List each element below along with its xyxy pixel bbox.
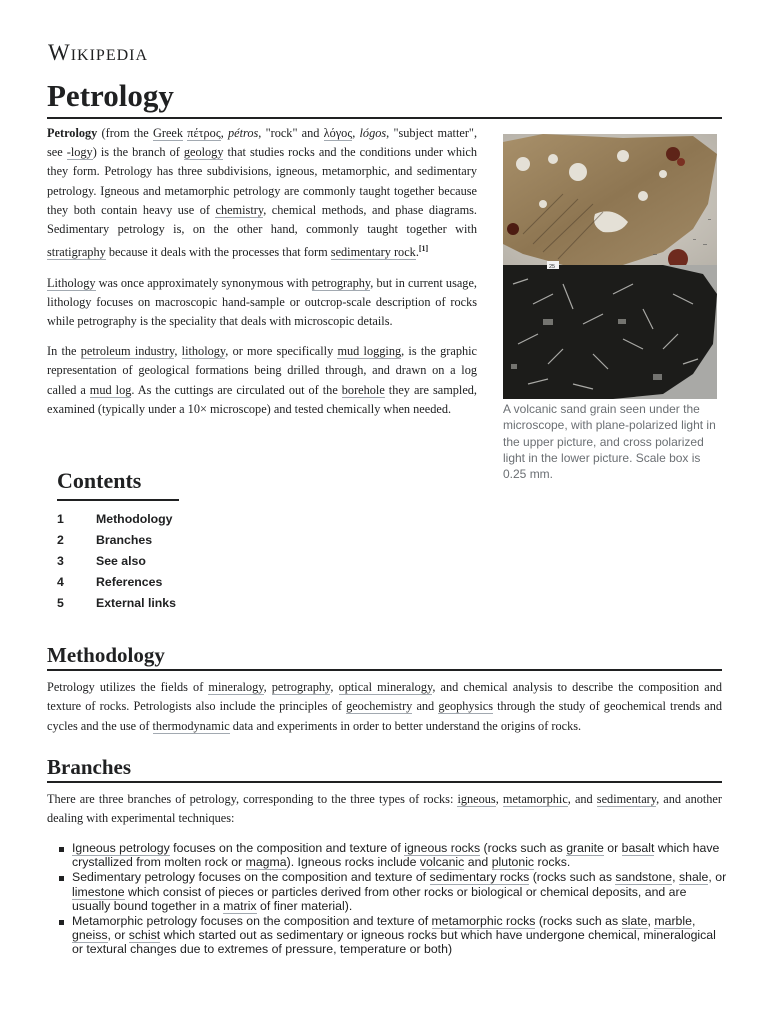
link-basalt[interactable]: basalt <box>621 841 655 855</box>
heading-branches: Branches <box>47 755 131 779</box>
link-petroleum-industry[interactable]: petroleum industry <box>80 344 175 359</box>
title-divider <box>47 117 722 119</box>
link-igneous[interactable]: igneous <box>457 792 496 806</box>
link-geophysics[interactable]: geophysics <box>438 699 493 714</box>
link-chemistry[interactable]: chemistry <box>215 202 264 217</box>
link-lithology-2[interactable]: lithology <box>181 344 226 359</box>
link-matrix[interactable]: matrix <box>223 898 257 913</box>
link-greek[interactable]: Greek <box>152 126 184 140</box>
toc-divider <box>57 499 179 501</box>
link-slate[interactable]: slate <box>621 914 648 929</box>
link-optical-mineralogy[interactable]: optical mineralogy <box>338 680 433 694</box>
link-igneous-rocks[interactable]: igneous rocks <box>404 841 481 855</box>
link-mud-log[interactable]: mud log <box>89 382 132 397</box>
link-thermodynamic[interactable]: thermodynamic <box>152 718 230 733</box>
branches-divider <box>47 781 722 783</box>
lead-paragraph-2: Lithology was once approximately synonymous with petrography, but in current usage, lithology focuses on macroscopic hand-sample or outcrop-scale description of rocks while petrography is the speciality that deals with microscopic details. <box>47 275 477 328</box>
link-igneous-petrology[interactable]: Igneous petrology <box>72 841 170 855</box>
link-stratigraphy[interactable]: stratigraphy <box>47 245 106 260</box>
branches-intro: There are three branches of petrology, corresponding to the three types of rocks: igneous, metamorphic, and sedimentary, and another dealing with experimental techniques: <box>47 792 722 826</box>
link-sandstone[interactable]: sandstone <box>615 870 673 885</box>
wikipedia-wordmark[interactable]: Wikipedia <box>48 40 149 65</box>
link-petrography[interactable]: petrography <box>311 275 371 290</box>
table-of-contents <box>57 468 179 614</box>
lead-section <box>47 124 477 430</box>
toc-item-methodology[interactable]: 1 Methodology <box>57 512 173 526</box>
link-gneiss[interactable]: gneiss <box>72 928 108 943</box>
lead-paragraph-3: In the petroleum industry, lithology, or more specifically mud logging, is the graphic representation of geological formations being drilled through, and drawn on a log called a mud log. As the cuttings are circulated out of the borehole they are sampled, examined (typically under a 10× microscope) and tested chemically when needed. <box>47 344 477 416</box>
lead-paragraph-1: Petrology (from the Greek πέτρος, pétros, "rock" and λόγος, lógos, "subject matter", see -logy) is the branch of geology that studies rocks and the conditions under which they form. Petrology has three subdivisions, igneous, metamorphic, and sedimentary petrology. Igneous and metamorphic petrology are commonly taught together because they both contain heavy use of chemistry, chemical methods, and phase diagrams. Sedimentary petrology is, on the other hand, commonly taught together with stratigraphy because it deals with the processes that form sedimentary rock.[1] <box>47 126 478 260</box>
link-metamorphic-rocks[interactable]: metamorphic rocks <box>431 914 536 929</box>
scale-box-label: 25 <box>549 264 556 270</box>
toc-item-external-links[interactable]: 5 External links <box>57 596 176 610</box>
link-logos[interactable]: λόγος <box>323 126 353 140</box>
list-item-metamorphic-petrology: Metamorphic petrology focuses on the composition and texture of metamorphic rocks (rocks such as slate, marble, gneiss, or schist which started out as sedimentary or igneous rocks but which have undergone chemical, mineralogical or textural changes due to extremes of pressure, temperature or both) <box>58 914 728 957</box>
link-sedimentary-rocks[interactable]: sedimentary rocks <box>429 870 530 885</box>
link-geology[interactable]: geology <box>183 145 224 160</box>
figure-caption: A volcanic sand grain seen under the microscope, with plane-polarized light in the upper picture, and cross polarized light in the lower picture. Scale box is 0.25 mm. <box>503 402 716 482</box>
list-item-igneous-petrology: Igneous petrology focuses on the composition and texture of igneous rocks (rocks such as granite or basalt which have crystallized from molten rock or magma). Igneous rocks include volcanic and plutonic rocks. <box>58 841 728 869</box>
link-petrography-2[interactable]: petrography <box>271 680 331 694</box>
link-petros[interactable]: πέτρος <box>187 126 221 140</box>
link-schist[interactable]: schist <box>128 928 161 943</box>
methodology-divider <box>47 669 722 671</box>
page-title: Petrology <box>47 78 174 113</box>
link-granite[interactable]: granite <box>566 841 604 855</box>
link-mud-logging[interactable]: mud logging <box>337 344 402 359</box>
toc-item-branches[interactable]: 2 Branches <box>57 533 153 547</box>
link-magma[interactable]: magma <box>245 855 287 870</box>
toc-heading: Contents <box>57 468 142 493</box>
sand-grain-micrograph[interactable] <box>503 134 717 399</box>
list-item-sedimentary-petrology: Sedimentary petrology focuses on the composition and texture of sedimentary rocks (rocks such as sandstone, shale, or limestone which consist of pieces or particles derived from other rocks or biological or chemical deposits, and are usually bound together in a matrix of finer material). <box>58 870 728 913</box>
link-logy[interactable]: -logy <box>66 145 93 160</box>
link-metamorphic[interactable]: metamorphic <box>502 792 568 806</box>
link-limestone[interactable]: limestone <box>72 884 125 899</box>
link-borehole[interactable]: borehole <box>341 382 385 397</box>
link-plutonic[interactable]: plutonic <box>491 855 535 870</box>
citation-1[interactable]: [1] <box>418 244 429 254</box>
link-sedimentary-rock[interactable]: sedimentary rock <box>330 245 416 260</box>
link-marble[interactable]: marble <box>654 914 692 929</box>
link-geochemistry[interactable]: geochemistry <box>346 699 413 714</box>
toc-item-references[interactable]: 4 References <box>57 575 163 589</box>
link-mineralogy[interactable]: mineralogy <box>208 680 264 694</box>
link-lithology[interactable]: Lithology <box>47 275 96 290</box>
toc-item-see-also[interactable]: 3 See also <box>57 554 146 568</box>
infobox-figure <box>503 134 717 482</box>
branches-list <box>58 841 728 958</box>
heading-methodology: Methodology <box>47 643 165 667</box>
link-volcanic[interactable]: volcanic <box>419 855 465 870</box>
methodology-paragraph: Petrology utilizes the fields of mineralogy, petrography, optical mineralogy, and chemical analysis to describe the composition and texture of rocks. Petrologists also include the principles of geochemistry and geophysics through the study of geochemical trends and cycles and the use of thermodynamic data and experiments in order to better understand the origins of rocks. <box>47 680 722 733</box>
link-sedimentary[interactable]: sedimentary <box>596 792 657 806</box>
link-shale[interactable]: shale <box>678 870 709 885</box>
lead-term: Petrology <box>47 126 98 140</box>
